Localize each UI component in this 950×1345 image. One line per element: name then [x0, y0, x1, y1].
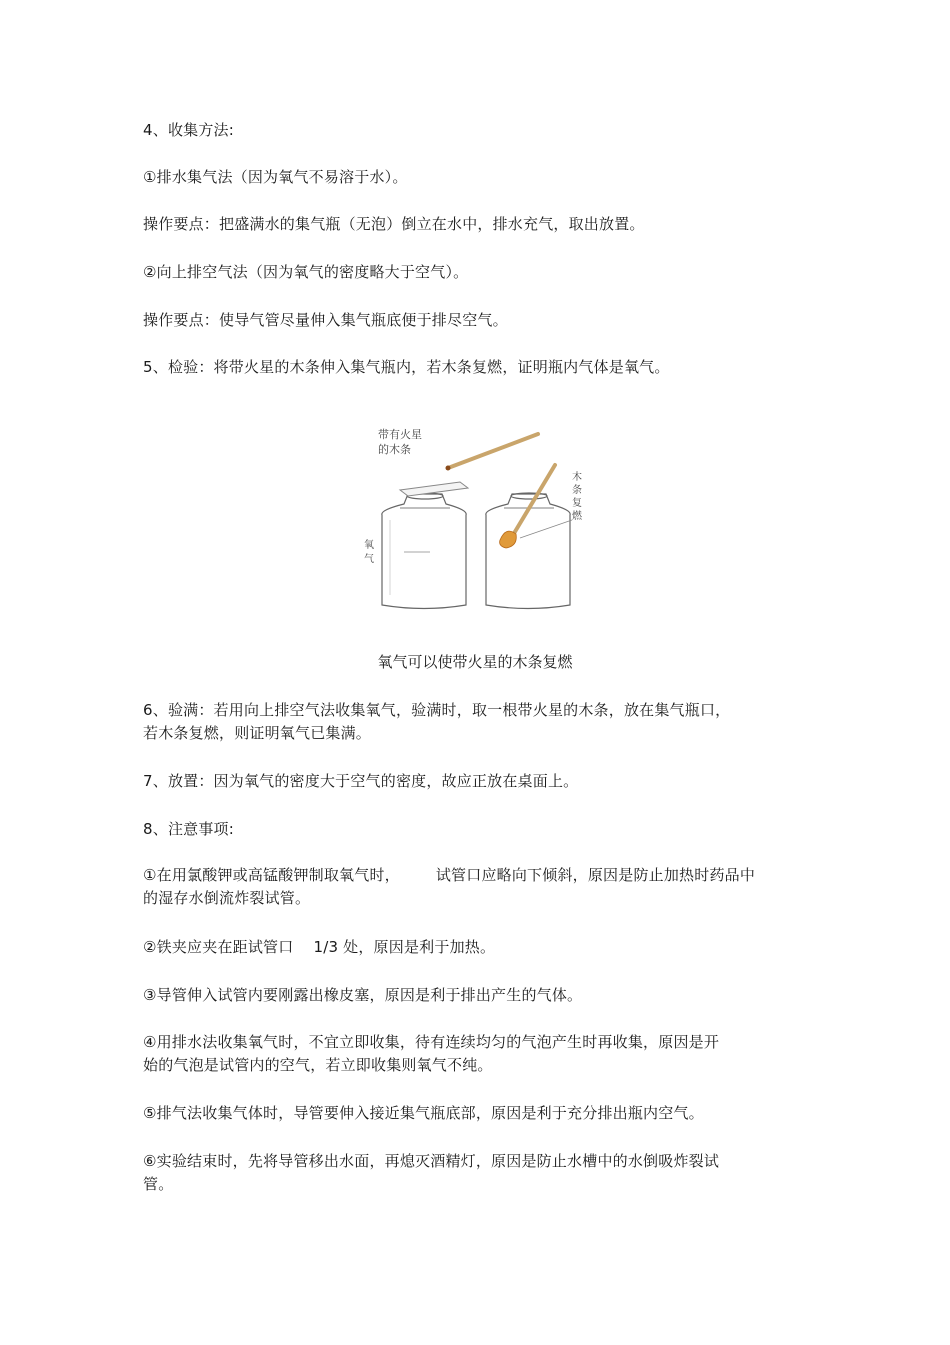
label-relight-1: 木 [572, 472, 582, 483]
section-8-title: 8、注意事项: [143, 820, 234, 838]
left-jar [382, 493, 466, 609]
label-gas-1: 氧 [364, 540, 374, 551]
section-5: 5、检验：将带火星的木条伸入集气瓶内，若木条复燃，证明瓶内气体是氧气。 [143, 358, 670, 376]
splint-stick-in-jar [510, 465, 555, 540]
note-4-line2: 始的气泡是试管内的空气，若立即收集则氧气不纯。 [143, 1056, 493, 1074]
label-relight-3: 复 [572, 498, 582, 509]
label-relight-2: 条 [572, 485, 582, 496]
note-1-line1 [143, 863, 755, 887]
note-2-part-b: 1/3 处，原因是利于加热。 [313, 938, 496, 956]
note-6-line2: 管。 [143, 1175, 174, 1193]
method-1: ①排水集气法（因为氧气不易溶于水）。 [143, 168, 408, 186]
section-4-title: 4、收集方法: [143, 121, 234, 139]
label-gas-2: 气 [364, 554, 374, 565]
label-relight-4: 燃 [572, 511, 582, 522]
label-stick-1: 带有火星 [378, 428, 422, 441]
jar-illustration [360, 420, 590, 620]
figure-caption: 氧气可以使带火星的木条复燃 [377, 653, 573, 671]
section-7: 7、放置：因为氧气的密度大于空气的密度，故应正放在桌面上。 [143, 772, 579, 790]
section-6-line2: 若木条复燃，则证明氧气已集满。 [143, 724, 372, 742]
method-2: ②向上排空气法（因为氧气的密度略大于空气）。 [143, 263, 469, 281]
note-1-line2: 的湿存水倒流炸裂试管。 [143, 889, 311, 907]
oxygen-test-figure [360, 420, 590, 620]
splint-stick [448, 434, 538, 468]
note-1-part-b: 试管口应略向下倾斜，原因是防止加热时药品中 [435, 866, 756, 884]
note-4-line1: ④用排水法收集氧气时，不宜立即收集，待有连续均匀的气泡产生时再收集，原因是开 [143, 1033, 720, 1051]
flame-icon [500, 531, 517, 548]
section-6-line1: 6、验满：若用向上排空气法收集氧气，验满时，取一根带火星的木条，放在集气瓶口， [143, 701, 731, 719]
note-6-line1: ⑥实验结束时，先将导管移出水面，再熄灭酒精灯，原因是防止水槽中的水倒吸炸裂试 [143, 1152, 720, 1170]
note-2-part-a: ②铁夹应夹在距试管口 [143, 938, 294, 956]
note-1-part-a: ①在用氯酸钾或高锰酸钾制取氧气时， [143, 866, 400, 884]
label-stick-2: 的木条 [378, 443, 411, 456]
method-1-point: 操作要点：把盛满水的集气瓶（无泡）倒立在水中，排水充气，取出放置。 [143, 215, 645, 233]
method-2-point: 操作要点：使导气管尽量伸入集气瓶底便于排尽空气。 [143, 311, 508, 329]
note-3: ③导管伸入试管内要刚露出橡皮塞，原因是利于排出产生的气体。 [143, 986, 583, 1004]
note-2 [143, 935, 495, 959]
note-5: ⑤排气法收集气体时，导管要伸入接近集气瓶底部，原因是利于充分排出瓶内空气。 [143, 1104, 704, 1122]
